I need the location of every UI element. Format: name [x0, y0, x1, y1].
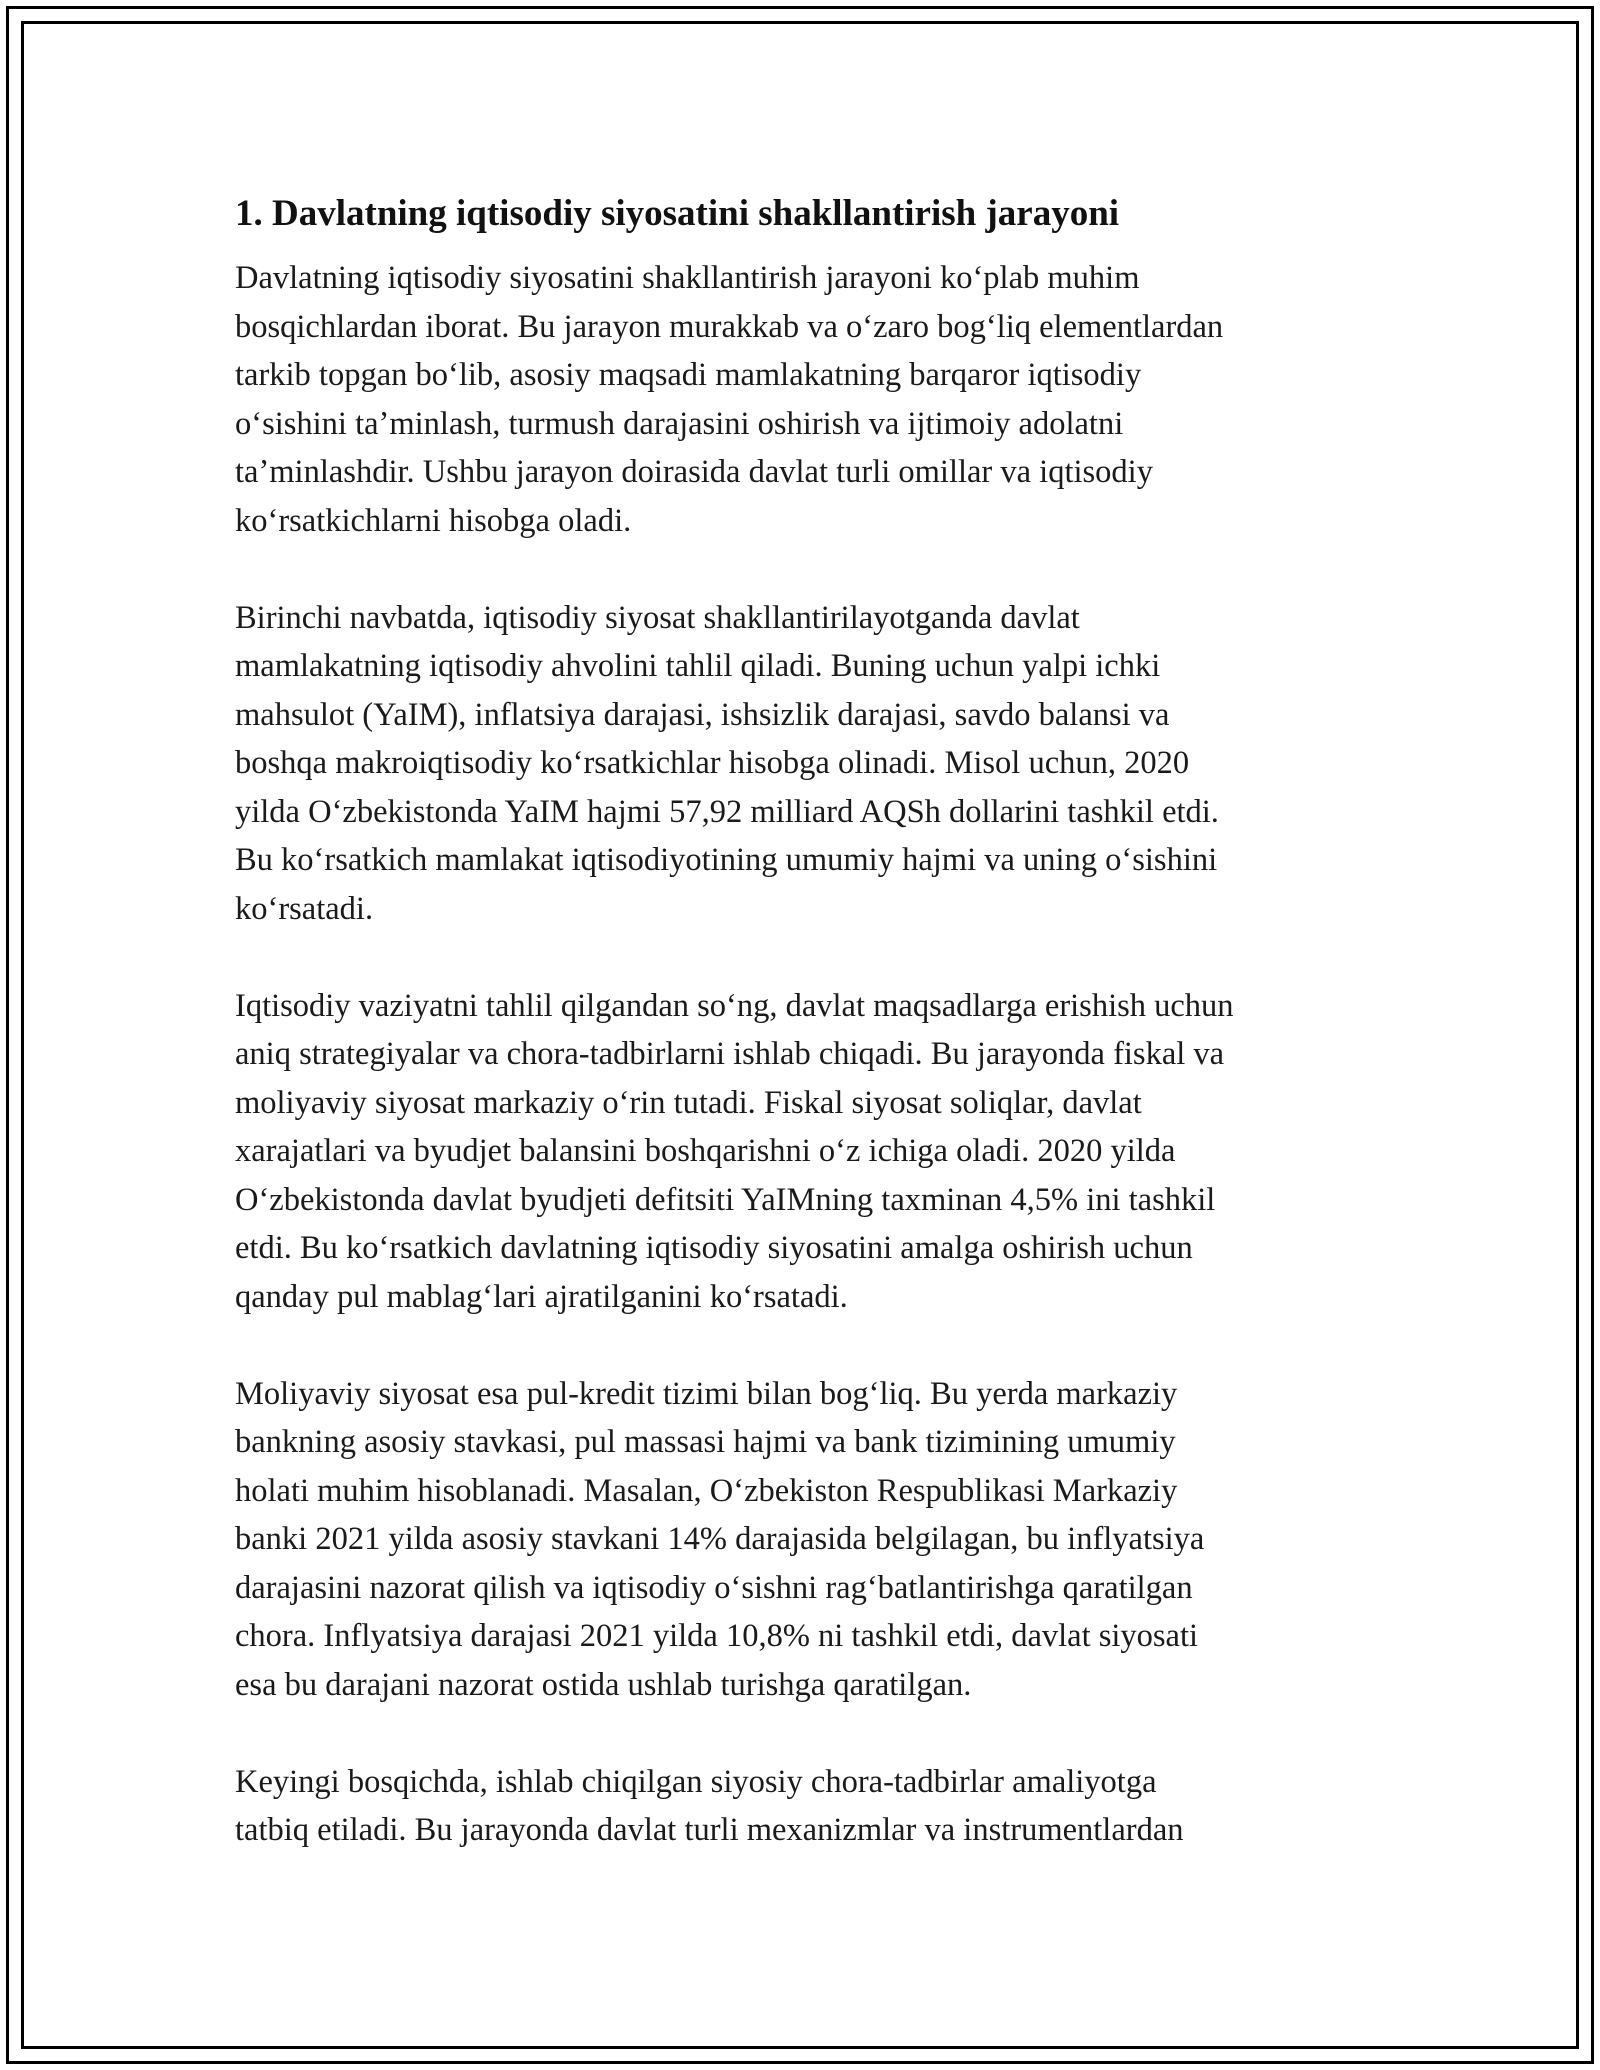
section-heading: 1. Davlatning iqtisodiy siyosatini shakllantirish jarayoni: [235, 193, 1120, 234]
text-line: Bu koʻrsatkich mamlakat iqtisodiyotining umumiy hajmi va uning oʻsishini: [235, 842, 1218, 878]
text-line: boshqa makroiqtisodiy koʻrsatkichlar hisobga olinadi. Misol uchun, 2020: [235, 745, 1190, 781]
text-line: yilda Oʻzbekistonda YaIM hajmi 57,92 milliard AQSh dollarini tashkil etdi.: [235, 793, 1219, 830]
text-line: Oʻzbekistonda davlat byudjeti defitsiti YaIMning taxminan 4,5% ini tashkil: [235, 1181, 1216, 1218]
paragraph-3: [235, 982, 1365, 1322]
paragraph-4: [235, 1370, 1365, 1710]
text-line: Birinchi navbatda, iqtisodiy siyosat shakllantirilayotganda davlat: [235, 599, 1080, 636]
text-line: bankning asosiy stavkasi, pul massasi hajmi va bank tizimining umumiy: [235, 1424, 1176, 1460]
text-line: esa bu darajani nazorat ostida ushlab turishga qaratilgan.: [235, 1666, 972, 1703]
text-line: aniq strategiyalar va chora-tadbirlarni ishlab chiqadi. Bu jarayonda fiskal va: [235, 1036, 1225, 1072]
text-line: mamlakatning iqtisodiy ahvolini tahlil qiladi. Buning uchun yalpi ichki: [235, 648, 1161, 684]
text-line: taʼminlashdir. Ushbu jarayon doirasida davlat turli omillar va iqtisodiy: [235, 454, 1153, 490]
text-line: etdi. Bu koʻrsatkich davlatning iqtisodiy siyosatini amalga oshirish uchun: [235, 1230, 1193, 1266]
paragraph-2: [235, 594, 1365, 934]
paragraph-1: [235, 254, 1365, 545]
text-line: chora. Inflyatsiya darajasi 2021 yilda 10,8% ni tashkil etdi, davlat siyosati: [235, 1618, 1199, 1654]
text-line: Davlatning iqtisodiy siyosatini shakllantirish jarayoni koʻplab muhim: [235, 260, 1140, 296]
text-line: koʻrsatadi.: [235, 890, 374, 927]
text-line: qanday pul mablagʻlari ajratilganini koʻrsatadi.: [235, 1278, 848, 1315]
text-line: Moliyaviy siyosat esa pul-kredit tizimi bilan bogʻliq. Bu yerda markaziy: [235, 1375, 1178, 1412]
paragraph-5: [235, 1758, 1365, 1855]
text-line: moliyaviy siyosat markaziy oʻrin tutadi. Fiskal siyosat soliqlar, davlat: [235, 1084, 1142, 1121]
text-line: darajasini nazorat qilish va iqtisodiy oʻsishni ragʻbatlantirishga qaratilgan: [235, 1569, 1193, 1606]
text-line: oʻsishini taʼminlash, turmush darajasini oshirish va ijtimoiy adolatni: [235, 405, 1124, 442]
text-line: Iqtisodiy vaziyatni tahlil qilgandan soʻng, davlat maqsadlarga erishish uchun: [235, 987, 1234, 1024]
text-line: tarkib topgan boʻlib, asosiy maqsadi mamlakatning barqaror iqtisodiy: [235, 357, 1142, 393]
text-line: koʻrsatkichlarni hisobga oladi.: [235, 502, 632, 539]
text-line: banki 2021 yilda asosiy stavkani 14% darajasida belgilagan, bu inflyatsiya: [235, 1521, 1205, 1557]
text-line: tatbiq etiladi. Bu jarayonda davlat turli mexanizmlar va instrumentlardan: [235, 1812, 1184, 1848]
text-line: Keyingi bosqichda, ishlab chiqilgan siyosiy chora-tadbirlar amaliyotga: [235, 1763, 1157, 1800]
text-line: mahsulot (YaIM), inflatsiya darajasi, ishsizlik darajasi, savdo balansi va: [235, 696, 1170, 733]
document-body: [235, 186, 1365, 1903]
text-line: bosqichlardan iborat. Bu jarayon murakkab va oʻzaro bogʻliq elementlardan: [235, 308, 1224, 345]
text-line: xarajatlari va byudjet balansini boshqarishni oʻz ichiga oladi. 2020 yilda: [235, 1133, 1176, 1169]
text-line: holati muhim hisoblanadi. Masalan, Oʻzbekiston Respublikasi Markaziy: [235, 1472, 1178, 1509]
